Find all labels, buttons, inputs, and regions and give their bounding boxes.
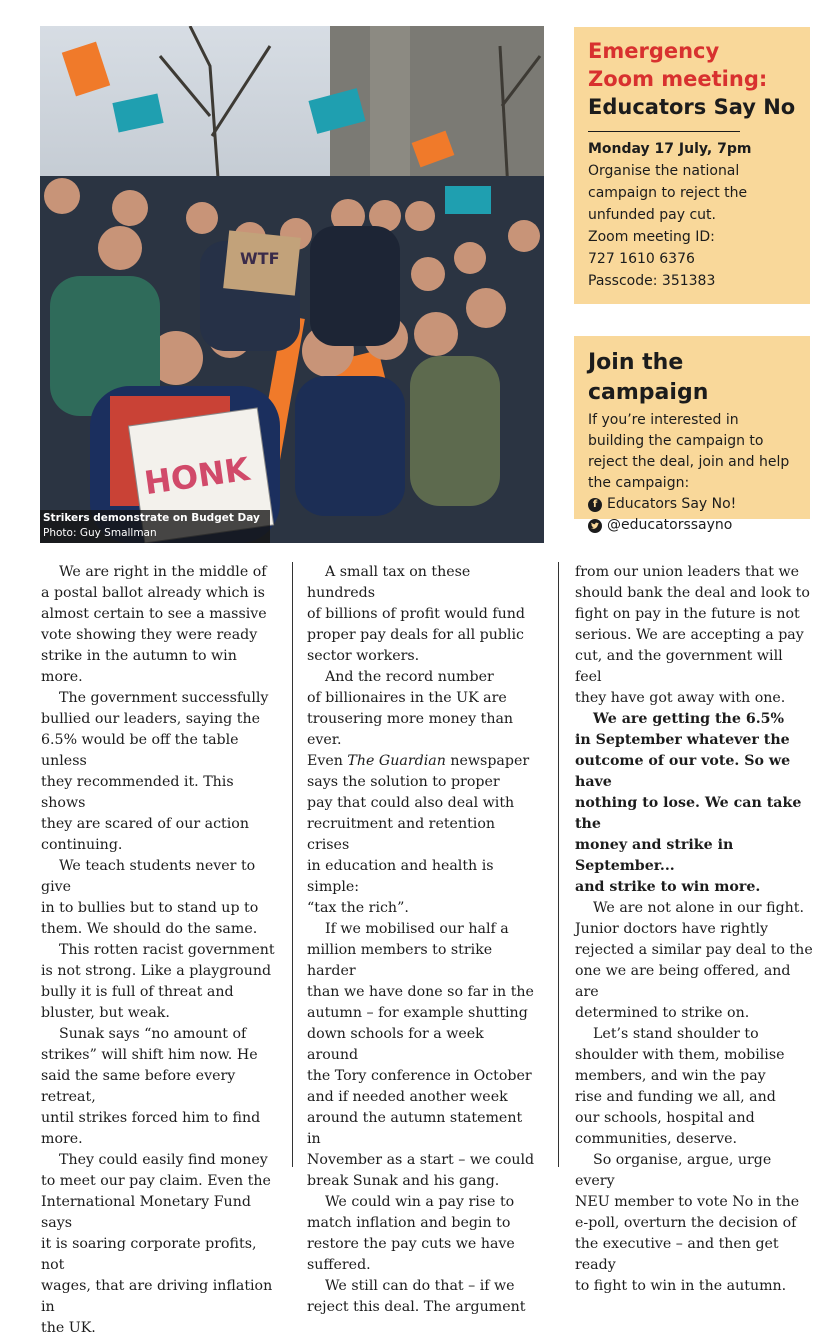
article-line: of billions of profit would fund <box>307 606 525 622</box>
article-line: in to bullies but to stand up to <box>41 900 259 916</box>
article-line: one we are being offered, and are <box>575 963 791 1000</box>
article-line: recruitment and retention crises <box>307 816 495 853</box>
article-line: They could easily find money <box>59 1152 268 1168</box>
article-line: it is soaring corporate profits, not <box>41 1236 257 1273</box>
article-line: Let’s stand shoulder to <box>593 1026 759 1042</box>
join-campaign-box <box>574 336 810 533</box>
article-paragraph <box>307 1192 539 1276</box>
article-line: down schools for a week around <box>307 1026 484 1063</box>
article-line: We are right in the middle of <box>59 564 267 580</box>
article-line: strikes” will shift him now. He <box>41 1047 258 1063</box>
article-line: nothing to lose. We can take the <box>575 795 802 832</box>
article-line: of billionaires in the UK are <box>307 690 507 706</box>
article-line: million members to strike harder <box>307 942 493 979</box>
photo-credit: Photo: Guy Smallman <box>43 527 157 539</box>
meeting-heading-line3: Educators Say No <box>588 95 796 119</box>
article-line: suffered. <box>307 1257 371 1273</box>
article-line: they recommended it. This shows <box>41 774 234 811</box>
article-line: autumn – for example shutting <box>307 1005 528 1021</box>
article-line: them. We should do the same. <box>41 921 258 937</box>
article-line: e-poll, overturn the decision of <box>575 1215 797 1231</box>
article-line: says the solution to proper <box>307 774 500 790</box>
article-line: serious. We are accepting a pay <box>575 627 804 643</box>
article-line: Sunak says “no amount of <box>59 1026 247 1042</box>
article-line: around the autumn statement in <box>307 1110 523 1147</box>
honk-sign-text: HONK <box>141 449 252 503</box>
article-line: money and strike in September... <box>575 837 734 874</box>
meeting-description <box>588 160 796 292</box>
article-line: to meet our pay claim. Even the <box>41 1173 271 1189</box>
article-line: the UK. <box>41 1320 96 1336</box>
column-divider <box>292 562 293 1167</box>
article-line: rejected a similar pay deal to the <box>575 942 813 958</box>
meeting-divider <box>588 131 740 132</box>
facebook-link[interactable] <box>588 494 796 515</box>
article-line: more. <box>41 1131 83 1147</box>
article-line: proper pay deals for all public <box>307 627 524 643</box>
placard-text: WTF <box>240 249 280 268</box>
article-line: 6.5% would be off the table unless <box>41 732 239 769</box>
join-campaign-body <box>588 410 796 494</box>
article-paragraph <box>307 562 539 667</box>
protest-photo-illustration <box>40 26 544 543</box>
article-line: our schools, hospital and <box>575 1110 755 1126</box>
article-line: shoulder with them, mobilise <box>575 1047 785 1063</box>
emergency-meeting-box <box>574 27 810 304</box>
meeting-description-line: Organise the national <box>588 163 740 179</box>
zoom-id: 727 1610 6376 <box>588 251 695 267</box>
article-line: continuing. <box>41 837 123 853</box>
article-line: the executive – and then get ready <box>575 1236 779 1273</box>
meeting-heading-line1: Emergency <box>588 39 720 63</box>
article-line: in education and health is simple: <box>307 858 494 895</box>
article-line: International Monetary Fund says <box>41 1194 251 1231</box>
article-line: bully it is full of threat and <box>41 984 234 1000</box>
article-line: in September whatever the <box>575 732 790 748</box>
article-column-2 <box>307 562 539 1318</box>
meeting-description-line: campaign to reject the <box>588 185 748 201</box>
article-line: sector workers. <box>307 648 420 664</box>
article-line: bluster, but weak. <box>41 1005 170 1021</box>
article-line: “tax the rich”. <box>307 900 409 916</box>
article-line: trousering more money than ever. <box>307 711 514 748</box>
article-line: the Tory conference in October <box>307 1068 532 1084</box>
bold-paragraph <box>575 709 813 898</box>
article-line: a postal ballot already which is <box>41 585 265 601</box>
join-body-line: the campaign: <box>588 475 690 491</box>
article-line: is not strong. Like a playground <box>41 963 272 979</box>
article-line: and if needed another week <box>307 1089 508 1105</box>
twitter-label: @educatorssayno <box>607 517 733 533</box>
article-paragraph <box>575 562 813 709</box>
article-line: We are getting the 6.5% <box>593 711 784 727</box>
article-line: fight on pay in the future is not <box>575 606 800 622</box>
photo-caption <box>40 510 270 543</box>
article-line: A small tax on these hundreds <box>307 564 471 601</box>
twitter-icon <box>588 519 602 533</box>
article-line: said the same before every retreat, <box>41 1068 236 1105</box>
article-line: And the record number <box>325 669 494 685</box>
article-line: should bank the deal and look to <box>575 585 810 601</box>
article-line: rise and funding we all, and <box>575 1089 776 1105</box>
article-line: reject this deal. The argument <box>307 1299 526 1315</box>
article-line: almost certain to see a massive <box>41 606 267 622</box>
article-line: cut, and the government will feel <box>575 648 783 685</box>
zoom-passcode: Passcode: 351383 <box>588 273 716 289</box>
article-line: strike in the autumn to win more. <box>41 648 237 685</box>
facebook-icon: f <box>588 498 602 512</box>
facebook-label: Educators Say No! <box>607 496 737 512</box>
article-line: they are scared of our action <box>41 816 249 832</box>
article-line: We teach students never to give <box>41 858 256 895</box>
meeting-description-line: unfunded pay cut. <box>588 207 716 223</box>
article-line: NEU member to vote No in the <box>575 1194 800 1210</box>
article-line: This rotten racist government <box>59 942 275 958</box>
article-line: We are not alone in our fight. <box>593 900 804 916</box>
join-campaign-title: Join the campaign <box>588 350 709 405</box>
article-line: they have got away with one. <box>575 690 786 706</box>
article-paragraph <box>307 919 539 1192</box>
article-line: from our union leaders that we <box>575 564 800 580</box>
article-paragraph <box>307 1276 539 1318</box>
article-line: outcome of our vote. So we have <box>575 753 791 790</box>
article-column-3 <box>575 562 813 1297</box>
join-body-line: building the campaign to <box>588 433 764 449</box>
article-line: break Sunak and his gang. <box>307 1173 500 1189</box>
article-line: November as a start – we could <box>307 1152 535 1168</box>
article-line: vote showing they were ready <box>41 627 258 643</box>
article-column-1 <box>41 562 277 1339</box>
article-line: The government successfully <box>59 690 269 706</box>
article-paragraph <box>575 898 813 1024</box>
article-line: pay that could also deal with <box>307 795 515 811</box>
twitter-link[interactable] <box>588 515 796 536</box>
article-paragraph <box>41 1024 277 1150</box>
article-paragraph <box>575 1024 813 1150</box>
photo-caption-text: Strikers demonstrate on Budget Day <box>43 512 260 524</box>
article-line: communities, deserve. <box>575 1131 737 1147</box>
column-divider <box>558 562 559 1167</box>
article-line: Even The Guardian newspaper <box>307 753 530 769</box>
meeting-date: Monday 17 July, 7pm <box>588 141 752 157</box>
article-paragraph <box>41 688 277 856</box>
article-paragraph <box>41 562 277 688</box>
meeting-heading-line2: Zoom meeting: <box>588 67 768 91</box>
article-line: until strikes forced him to find <box>41 1110 261 1126</box>
article-line: We still can do that – if we <box>325 1278 515 1294</box>
article-line: than we have done so far in the <box>307 984 534 1000</box>
zoom-id-label: Zoom meeting ID: <box>588 229 715 245</box>
protest-photo <box>40 26 544 543</box>
article-line: So organise, argue, urge every <box>575 1152 772 1189</box>
article-line: determined to strike on. <box>575 1005 750 1021</box>
article-line: wages, that are driving inflation in <box>41 1278 273 1315</box>
article-paragraph <box>41 940 277 1024</box>
article-line: match inflation and begin to <box>307 1215 511 1231</box>
article-line: and strike to win more. <box>575 879 761 895</box>
article-line: bullied our leaders, saying the <box>41 711 260 727</box>
article-paragraph <box>575 1150 813 1297</box>
join-body-line: reject the deal, join and help <box>588 454 790 470</box>
article-paragraph <box>41 856 277 940</box>
article-line: restore the pay cuts we have <box>307 1236 515 1252</box>
article-paragraph <box>41 1150 277 1339</box>
article-line: to fight to win in the autumn. <box>575 1278 787 1294</box>
article-line: If we mobilised our half a <box>325 921 509 937</box>
article-line: members, and win the pay <box>575 1068 766 1084</box>
join-body-line: If you’re interested in <box>588 412 739 428</box>
article-paragraph <box>307 667 539 919</box>
article-line: We could win a pay rise to <box>325 1194 515 1210</box>
article-line: Junior doctors have rightly <box>575 921 769 937</box>
